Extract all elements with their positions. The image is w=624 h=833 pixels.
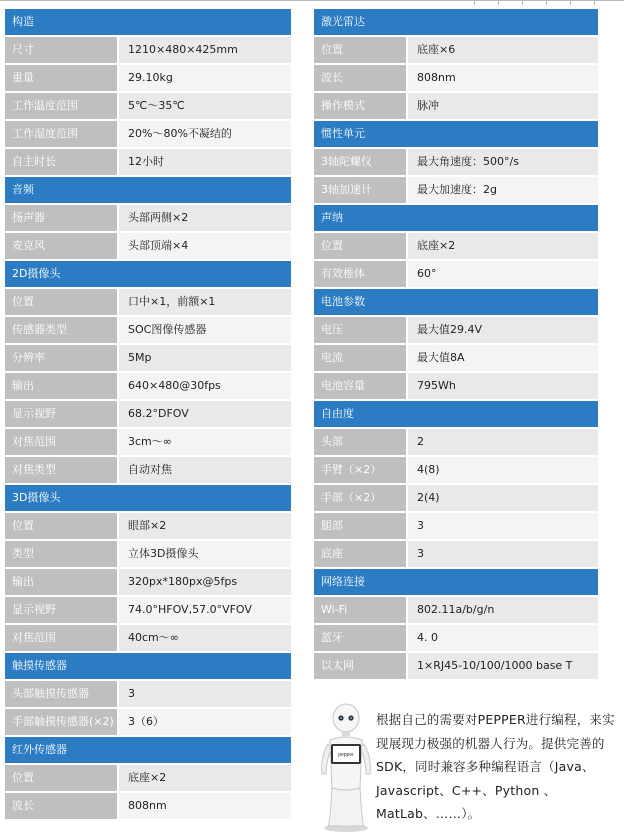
spec-value: 68.2°DFOV — [119, 401, 291, 427]
spec-row — [314, 149, 598, 175]
spec-label: 腿部 — [314, 513, 406, 539]
section-header: 激光雷达 — [314, 9, 598, 35]
spec-label: 3轴陀螺仪 — [314, 149, 406, 175]
spec-row — [5, 289, 291, 315]
spec-label: 显示视野 — [5, 597, 117, 623]
spec-value: 自动对焦 — [119, 457, 291, 483]
spec-label: 扬声器 — [5, 205, 117, 231]
spec-value: 40cm～∞ — [119, 625, 291, 651]
spec-row — [5, 373, 291, 399]
spec-row — [5, 401, 291, 427]
spec-value: 802.11a/b/g/n — [408, 597, 598, 623]
spec-row — [5, 569, 291, 595]
spec-label: 位置 — [5, 289, 117, 315]
spec-value: 12小时 — [119, 149, 291, 175]
spec-value: 最大角速度：500°/s — [408, 149, 598, 175]
border-tick — [546, 1, 547, 5]
spec-label: 工作温度范围 — [5, 93, 117, 119]
spec-label: 头部 — [314, 429, 406, 455]
spec-label: 位置 — [314, 37, 406, 63]
spec-label: 工作湿度范围 — [5, 121, 117, 147]
spec-value: 320px*180px@5fps — [119, 569, 291, 595]
spec-label: 位置 — [5, 513, 117, 539]
spec-value: 4. 0 — [408, 625, 598, 651]
pepper-robot-image — [314, 700, 374, 833]
spec-label: 底座 — [314, 541, 406, 567]
spec-label: 手部（×2） — [314, 485, 406, 511]
spec-row — [5, 681, 291, 707]
spec-label: 蓝牙 — [314, 625, 406, 651]
spec-row — [5, 429, 291, 455]
section-header: 音频 — [5, 177, 291, 203]
spec-label: 对焦范围 — [5, 429, 117, 455]
section-header: 自由度 — [314, 401, 598, 427]
spec-row — [5, 37, 291, 63]
spec-value: 60° — [408, 261, 598, 287]
spec-row — [314, 93, 598, 119]
spec-label: 电压 — [314, 317, 406, 343]
spec-label: 波长 — [5, 793, 117, 819]
spec-value: 3cm～∞ — [119, 429, 291, 455]
spec-row — [5, 765, 291, 791]
spec-label: 自主时长 — [5, 149, 117, 175]
spec-label: 重量 — [5, 65, 117, 91]
spec-value: 脉冲 — [408, 93, 598, 119]
spec-row — [5, 345, 291, 371]
spec-label: 头部触摸传感器 — [5, 681, 117, 707]
spec-row — [5, 121, 291, 147]
spec-value: 20%～80%不凝结的 — [119, 121, 291, 147]
spec-row — [314, 65, 598, 91]
spec-value: 最大值29.4V — [408, 317, 598, 343]
spec-row — [314, 429, 598, 455]
spec-value: 最大加速度：2g — [408, 177, 598, 203]
spec-label: 3轴加速计 — [314, 177, 406, 203]
spec-row — [5, 233, 291, 259]
spec-row — [314, 625, 598, 651]
spec-label: 操作模式 — [314, 93, 406, 119]
spec-label: 输出 — [5, 373, 117, 399]
section-header: 惯性单元 — [314, 121, 598, 147]
spec-label: 传感器类型 — [5, 317, 117, 343]
section-header: 2D摄像头 — [5, 261, 291, 287]
spec-row — [314, 373, 598, 399]
spec-value: 74.0°HFOV,57.0°VFOV — [119, 597, 291, 623]
section-header: 红外传感器 — [5, 737, 291, 763]
spec-row — [314, 485, 598, 511]
spec-row — [314, 513, 598, 539]
section-header: 电池参数 — [314, 289, 598, 315]
spec-row — [5, 625, 291, 651]
spec-value: 4(8) — [408, 457, 598, 483]
spec-value: 1×RJ45-10/100/1000 base T — [408, 653, 598, 679]
spec-row — [314, 457, 598, 483]
section-header: 触摸传感器 — [5, 653, 291, 679]
spec-value: 头部顶端×4 — [119, 233, 291, 259]
spec-label: 尺寸 — [5, 37, 117, 63]
spec-row — [314, 177, 598, 203]
border-tick — [498, 1, 499, 5]
section-header: 3D摄像头 — [5, 485, 291, 511]
spec-row — [314, 541, 598, 567]
promo-description: 根据自己的需要对PEPPER进行编程，来实现展现力极强的机器人行为。提供完善的SDK，同时兼容多种编程语言（Java、Javascript、C++、Python 、MatLab、……）。 — [376, 712, 615, 821]
spec-row — [5, 793, 291, 819]
spec-value: 最大值8A — [408, 345, 598, 371]
section-header: 网络连接 — [314, 569, 598, 595]
spec-row — [314, 37, 598, 63]
top-border — [0, 0, 624, 5]
spec-label: 波长 — [314, 65, 406, 91]
spec-label: 位置 — [314, 233, 406, 259]
spec-value: 底座×2 — [408, 233, 598, 259]
spec-value: 808nm — [408, 65, 598, 91]
spec-row — [5, 149, 291, 175]
spec-row — [5, 317, 291, 343]
border-tick — [594, 1, 595, 5]
spec-row — [314, 653, 598, 679]
spec-value: SOC图像传感器 — [119, 317, 291, 343]
spec-label: 输出 — [5, 569, 117, 595]
spec-value: 3（6） — [119, 709, 291, 735]
spec-row — [314, 345, 598, 371]
spec-value: 口中×1，前额×1 — [119, 289, 291, 315]
spec-row — [5, 541, 291, 567]
spec-row — [5, 205, 291, 231]
spec-value: 底座×2 — [119, 765, 291, 791]
spec-label: 对焦范围 — [5, 625, 117, 651]
spec-label: 类型 — [5, 541, 117, 567]
spec-table-left — [5, 9, 291, 821]
spec-row — [314, 233, 598, 259]
spec-value: 3 — [408, 541, 598, 567]
border-tick — [474, 1, 475, 5]
spec-label: 位置 — [5, 765, 117, 791]
spec-value: 2 — [408, 429, 598, 455]
spec-value: 29.10kg — [119, 65, 291, 91]
border-tick — [522, 1, 523, 5]
spec-row — [5, 93, 291, 119]
spec-label: 以太网 — [314, 653, 406, 679]
spec-value: 640×480@30fps — [119, 373, 291, 399]
spec-label: 手部触摸传感器(×2) — [5, 709, 117, 735]
spec-row — [314, 261, 598, 287]
spec-table-right — [314, 9, 598, 681]
section-header: 声纳 — [314, 205, 598, 231]
section-header: 构造 — [5, 9, 291, 35]
spec-label: 电池容量 — [314, 373, 406, 399]
spec-label: Wi-Fi — [314, 597, 406, 623]
spec-label: 对焦类型 — [5, 457, 117, 483]
spec-label: 麦克风 — [5, 233, 117, 259]
robot-screen-label: pepper — [338, 752, 354, 758]
spec-value: 5℃～35℃ — [119, 93, 291, 119]
border-tick — [570, 1, 571, 5]
spec-value: 2(4) — [408, 485, 598, 511]
spec-value: 3 — [119, 681, 291, 707]
spec-label: 有效椎体 — [314, 261, 406, 287]
spec-value: 3 — [408, 513, 598, 539]
spec-value: 5Mp — [119, 345, 291, 371]
spec-value: 眼部×2 — [119, 513, 291, 539]
spec-row — [5, 457, 291, 483]
spec-row — [5, 709, 291, 735]
spec-value: 808nm — [119, 793, 291, 819]
spec-row — [5, 597, 291, 623]
spec-label: 分辨率 — [5, 345, 117, 371]
spec-value: 头部两侧×2 — [119, 205, 291, 231]
spec-label: 手臂（×2） — [314, 457, 406, 483]
spec-row — [314, 597, 598, 623]
spec-label: 电流 — [314, 345, 406, 371]
spec-row — [5, 65, 291, 91]
spec-row — [314, 317, 598, 343]
promo-block — [314, 700, 620, 833]
spec-value: 底座×6 — [408, 37, 598, 63]
spec-value: 立体3D摄像头 — [119, 541, 291, 567]
spec-value: 795Wh — [408, 373, 598, 399]
spec-row — [5, 513, 291, 539]
spec-value: 1210×480×425mm — [119, 37, 291, 63]
spec-label: 显示视野 — [5, 401, 117, 427]
